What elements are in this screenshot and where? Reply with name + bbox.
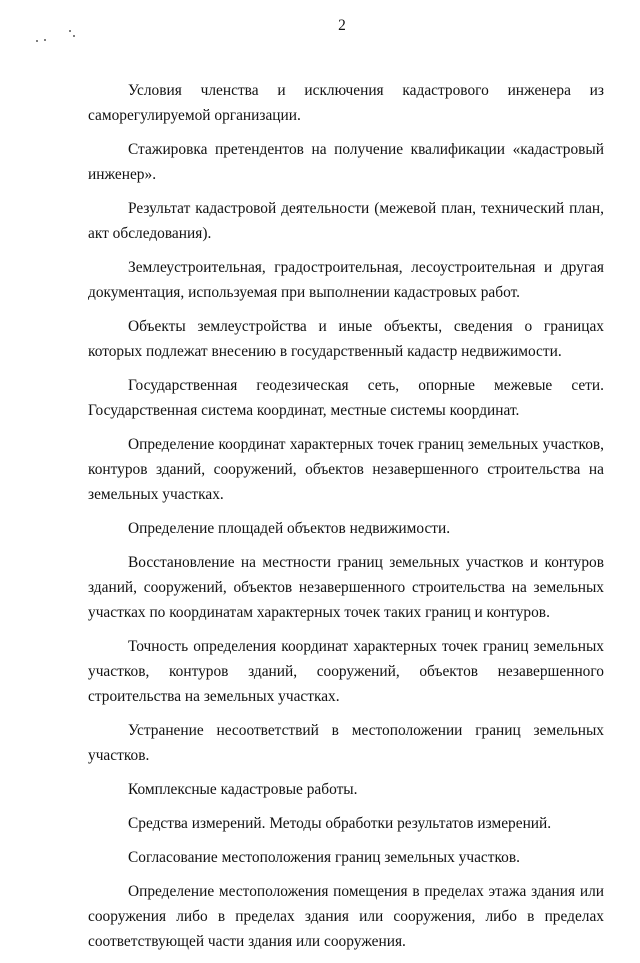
paragraph: Согласование местоположения границ земельных участков.: [128, 849, 520, 866]
paragraph: Точность определения координат характерных точек границ земельных участков, контуров зданий, сооружений, объектов незавершенного строительства на земельных участках.: [88, 638, 604, 705]
paragraph: Средства измерений. Методы обработки результатов измерений.: [128, 815, 552, 832]
paragraph: Стажировка претендентов на получение квалификации «кадастровый инженер».: [88, 141, 604, 183]
paragraph: Определение координат характерных точек границ земельных участков, контуров зданий, сооружений, объектов незавершенного строительства на земельных участках.: [88, 436, 604, 503]
scan-speck: [36, 40, 38, 42]
scan-speck: [44, 39, 46, 41]
paragraph: Восстановление на местности границ земельных участков и контуров зданий, сооружений, объектов незавершенного строительства на земельных участках по координатам характерных точек таких границ и контуров.: [88, 554, 604, 621]
scan-speck: [73, 35, 75, 37]
paragraph: Комплексные кадастровые работы.: [128, 781, 358, 798]
paragraph: Объекты землеустройства и иные объекты, сведения о границах которых подлежат внесению в государственный кадастр недвижимости.: [88, 318, 604, 360]
paragraph: Землеустроительная, градостроительная, лесоустроительная и другая документация, используемая при выполнении кадастровых работ.: [88, 259, 604, 301]
paragraph: Устранение несоответствий в местоположении границ земельных участков.: [88, 722, 604, 764]
document-body: [88, 78, 604, 963]
paragraph: Результат кадастровой деятельности (межевой план, технический план, акт обследования).: [88, 200, 604, 242]
paragraph: Государственная геодезическая сеть, опорные межевые сети. Государственная система координат, местные системы координат.: [88, 377, 604, 419]
page-number: 2: [338, 17, 346, 34]
paragraph: Условия членства и исключения кадастрового инженера из саморегулируемой организации.: [88, 82, 604, 124]
paragraph: Определение местоположения помещения в пределах этажа здания или сооружения либо в пределах здания или сооружения, либо в пределах соответствующей части здания или сооружения.: [88, 883, 604, 950]
paragraph: Определение площадей объектов недвижимости.: [128, 520, 451, 537]
